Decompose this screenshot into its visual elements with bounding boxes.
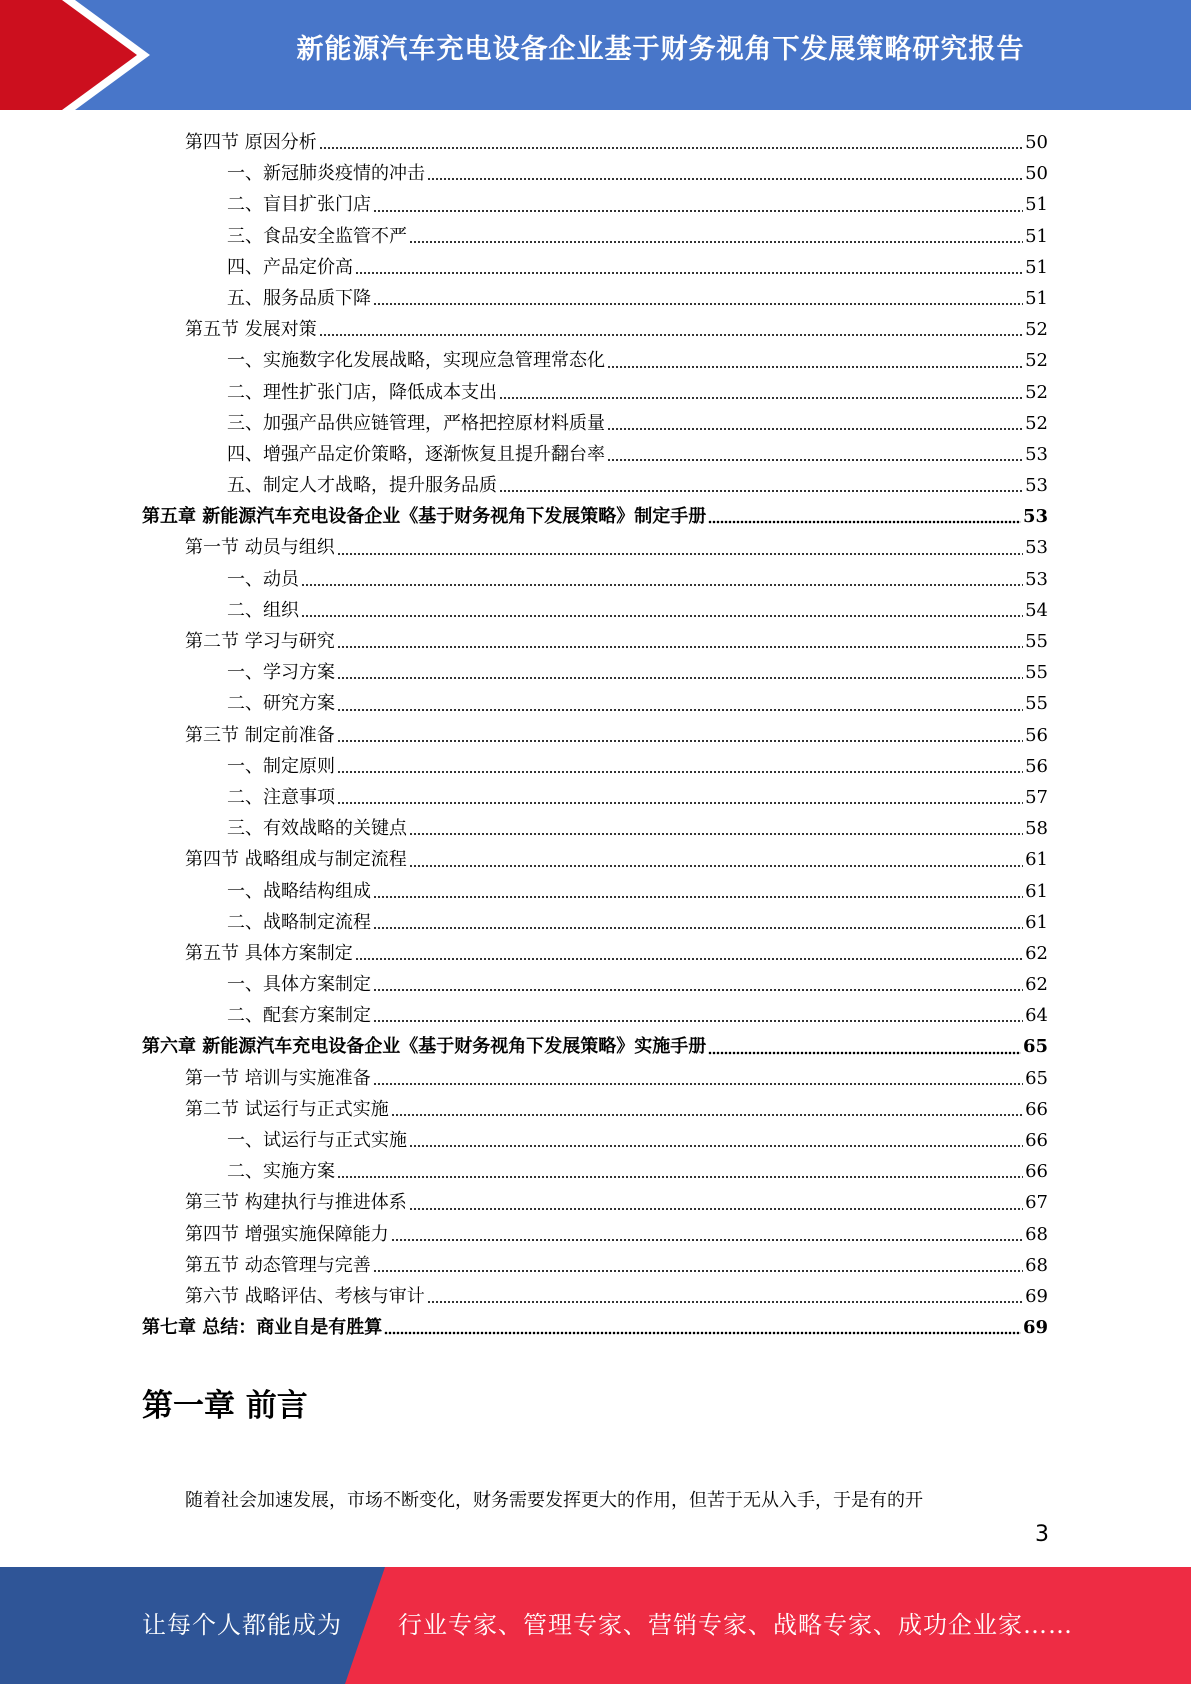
toc-dot-leader [373,926,1023,930]
toc-dot-leader [409,1144,1023,1148]
toc-entry-page: 51 [1025,256,1048,278]
toc-entry-title: 第五章 新能源汽车充电设备企业《基于财务视角下发展策略》制定手册 [142,506,707,528]
toc-entry[interactable] [142,128,1048,159]
toc-entry[interactable] [142,159,1048,190]
toc-dot-leader [355,957,1023,961]
toc-dot-leader [337,770,1023,774]
toc-entry[interactable] [142,471,1048,502]
toc-dot-leader [373,302,1023,306]
toc-dot-leader [337,676,1023,680]
footer-slogan-left: 让每个人都能成为 [142,1611,342,1639]
toc-entry[interactable] [142,658,1048,689]
toc-entry-page: 61 [1025,849,1048,871]
toc-entry[interactable] [142,1157,1048,1188]
toc-dot-leader [384,1331,1021,1335]
toc-dot-leader [319,333,1023,337]
toc-entry-title: 一、具体方案制定 [227,974,371,996]
toc-entry-title: 四、增强产品定价策略，逐渐恢复且提升翻台率 [227,443,605,465]
toc-entry-page: 66 [1025,1161,1048,1183]
toc-entry-page: 58 [1025,818,1048,840]
toc-entry[interactable] [142,346,1048,377]
toc-entry-page: 69 [1022,1317,1048,1339]
toc-entry-page: 53 [1025,568,1048,590]
toc-entry[interactable] [142,222,1048,253]
toc-entry-title: 第五节 具体方案制定 [185,942,353,964]
toc-entry-page: 68 [1025,1254,1048,1276]
toc-entry-page: 62 [1025,974,1048,996]
footer-slogan-right: 行业专家、管理专家、营销专家、战略专家、成功企业家…… [398,1611,1073,1639]
toc-entry-page: 50 [1025,163,1048,185]
page-footer-band [0,1567,1191,1684]
toc-entry-title: 第一节 培训与实施准备 [185,1067,371,1089]
toc-entry[interactable] [142,284,1048,315]
toc-entry-page: 66 [1025,1130,1048,1151]
toc-entry[interactable] [142,783,1048,814]
toc-entry[interactable] [142,1251,1048,1282]
toc-entry[interactable] [142,1032,1048,1063]
table-of-contents [142,128,1048,1344]
toc-dot-leader [337,708,1023,712]
toc-entry-title: 二、实施方案 [227,1161,335,1183]
toc-entry-title: 一、战略结构组成 [227,880,371,902]
chapter-heading: 第一章 前言 [142,1388,308,1424]
toc-entry-title: 三、加强产品供应链管理，严格把控原材料质量 [227,412,605,434]
toc-entry[interactable] [142,1064,1048,1095]
toc-dot-leader [373,209,1023,213]
toc-entry-title: 第四节 战略组成与制定流程 [185,849,407,871]
toc-entry[interactable] [142,190,1048,221]
toc-entry-page: 62 [1025,942,1048,964]
toc-dot-leader [337,739,1023,743]
toc-entry-page: 52 [1025,381,1048,403]
toc-dot-leader [355,271,1023,275]
toc-dot-leader [708,1051,1021,1055]
toc-entry-page: 69 [1025,1285,1048,1307]
toc-dot-leader [337,1175,1023,1179]
toc-entry[interactable] [142,315,1048,346]
toc-entry-page: 55 [1025,662,1048,684]
report-title: 新能源汽车充电设备企业基于财务视角下发展策略研究报告 [296,34,1025,65]
toc-entry-title: 二、组织 [227,599,299,621]
toc-entry[interactable] [142,440,1048,471]
toc-dot-leader [607,365,1023,369]
toc-dot-leader [373,988,1023,992]
toc-entry-title: 第六节 战略评估、考核与审计 [185,1285,425,1307]
toc-entry-page: 55 [1025,631,1048,652]
toc-dot-leader [427,1300,1023,1304]
toc-entry[interactable] [142,627,1048,658]
toc-entry-page: 65 [1022,1036,1048,1058]
toc-entry[interactable] [142,565,1048,596]
toc-entry-page: 52 [1025,350,1048,372]
toc-dot-leader [409,832,1023,836]
toc-entry[interactable] [142,970,1048,1001]
toc-entry[interactable] [142,845,1048,876]
toc-dot-leader [499,396,1023,400]
toc-entry[interactable] [142,1001,1048,1032]
toc-entry[interactable] [142,253,1048,284]
toc-entry-title: 二、战略制定流程 [227,911,371,933]
toc-entry-page: 51 [1025,287,1048,309]
toc-entry-title: 第五节 动态管理与完善 [185,1254,371,1276]
toc-entry-title: 五、服务品质下降 [227,287,371,309]
toc-entry[interactable] [142,1220,1048,1251]
page-header-band [0,0,1191,110]
toc-entry-title: 第二节 试运行与正式实施 [185,1098,389,1120]
toc-entry-page: 61 [1025,880,1048,902]
toc-entry-page: 52 [1025,319,1048,341]
toc-entry-title: 第四节 原因分析 [185,132,317,153]
toc-entry-title: 三、有效战略的关键点 [227,818,407,840]
toc-entry-page: 51 [1025,225,1048,247]
toc-dot-leader [409,240,1023,244]
toc-entry-page: 66 [1025,1098,1048,1120]
toc-entry-title: 第二节 学习与研究 [185,631,335,652]
toc-dot-leader [373,1082,1023,1086]
toc-entry-title: 第七章 总结：商业自是有胜算 [142,1317,383,1339]
toc-dot-leader [373,1019,1023,1023]
header-arrow-decoration [0,0,160,110]
toc-dot-leader [499,489,1023,493]
toc-dot-leader [373,1269,1023,1273]
toc-entry-page: 56 [1025,755,1048,777]
page-number: 3 [1035,1522,1049,1547]
toc-entry-page: 65 [1025,1067,1048,1089]
toc-entry-title: 一、学习方案 [227,662,335,684]
toc-entry[interactable] [142,1188,1048,1219]
toc-entry-page: 52 [1025,412,1048,434]
toc-entry-page: 67 [1025,1192,1048,1214]
toc-entry[interactable] [142,1095,1048,1126]
toc-dot-leader [391,1238,1023,1242]
toc-entry[interactable] [142,814,1048,845]
toc-entry-title: 一、制定原则 [227,755,335,777]
toc-entry-title: 一、实施数字化发展战略，实现应急管理常态化 [227,350,605,372]
toc-entry-title: 一、新冠肺炎疫情的冲击 [227,163,425,185]
toc-dot-leader [427,177,1023,181]
toc-dot-leader [301,583,1023,587]
toc-entry-page: 51 [1025,194,1048,216]
toc-entry[interactable] [142,409,1048,440]
toc-dot-leader [708,520,1021,524]
toc-entry-title: 一、动员 [227,568,299,590]
toc-entry-title: 二、盲目扩张门店 [227,194,371,216]
toc-entry[interactable] [142,378,1048,409]
toc-entry[interactable] [142,939,1048,970]
toc-entry-title: 第五节 发展对策 [185,319,317,341]
toc-dot-leader [301,614,1023,618]
body-paragraph: 随着社会加速发展，市场不断变化，财务需要发挥更大的作用，但苦于无从入手，于是有的开 [185,1490,923,1511]
toc-dot-leader [373,895,1023,899]
toc-entry[interactable] [142,1126,1048,1157]
toc-dot-leader [607,427,1023,431]
toc-entry-page: 55 [1025,693,1048,715]
toc-entry[interactable] [142,752,1048,783]
toc-entry-title: 第三节 构建执行与推进体系 [185,1192,407,1214]
toc-dot-leader [409,1207,1023,1211]
toc-entry[interactable] [142,721,1048,752]
toc-entry-page: 53 [1025,537,1048,559]
toc-dot-leader [391,1113,1023,1117]
toc-entry-title: 第一节 动员与组织 [185,537,335,559]
toc-entry-page: 61 [1025,911,1048,933]
toc-dot-leader [409,864,1023,868]
toc-entry[interactable] [142,689,1048,720]
toc-entry-page: 53 [1022,506,1048,528]
toc-dot-leader [337,801,1023,805]
toc-entry[interactable] [142,533,1048,564]
toc-entry-title: 二、注意事项 [227,786,335,808]
toc-entry-page: 64 [1025,1005,1048,1027]
toc-entry-title: 三、食品安全监管不严 [227,225,407,247]
toc-entry-title: 第四节 增强实施保障能力 [185,1223,389,1245]
toc-dot-leader [319,146,1023,150]
toc-entry[interactable] [142,1313,1048,1344]
toc-entry-page: 50 [1025,132,1048,153]
toc-entry-page: 68 [1025,1223,1048,1245]
toc-entry-title: 第六章 新能源汽车充电设备企业《基于财务视角下发展策略》实施手册 [142,1036,707,1058]
toc-dot-leader [337,645,1023,649]
toc-entry[interactable] [142,502,1048,533]
toc-entry-title: 二、研究方案 [227,693,335,715]
toc-entry-title: 五、制定人才战略，提升服务品质 [227,475,497,497]
toc-entry[interactable] [142,596,1048,627]
toc-entry-title: 二、配套方案制定 [227,1005,371,1027]
toc-entry-title: 二、理性扩张门店，降低成本支出 [227,381,497,403]
toc-entry-title: 四、产品定价高 [227,256,353,278]
toc-entry-page: 53 [1025,475,1048,497]
toc-entry[interactable] [142,877,1048,908]
toc-entry-page: 54 [1025,599,1048,621]
toc-entry-page: 57 [1025,786,1048,808]
toc-entry-page: 56 [1025,724,1048,746]
toc-dot-leader [607,458,1023,462]
toc-entry[interactable] [142,1282,1048,1313]
toc-entry-title: 一、试运行与正式实施 [227,1130,407,1151]
toc-dot-leader [337,552,1023,556]
toc-entry-page: 53 [1025,443,1048,465]
toc-entry-title: 第三节 制定前准备 [185,724,335,746]
toc-entry[interactable] [142,908,1048,939]
